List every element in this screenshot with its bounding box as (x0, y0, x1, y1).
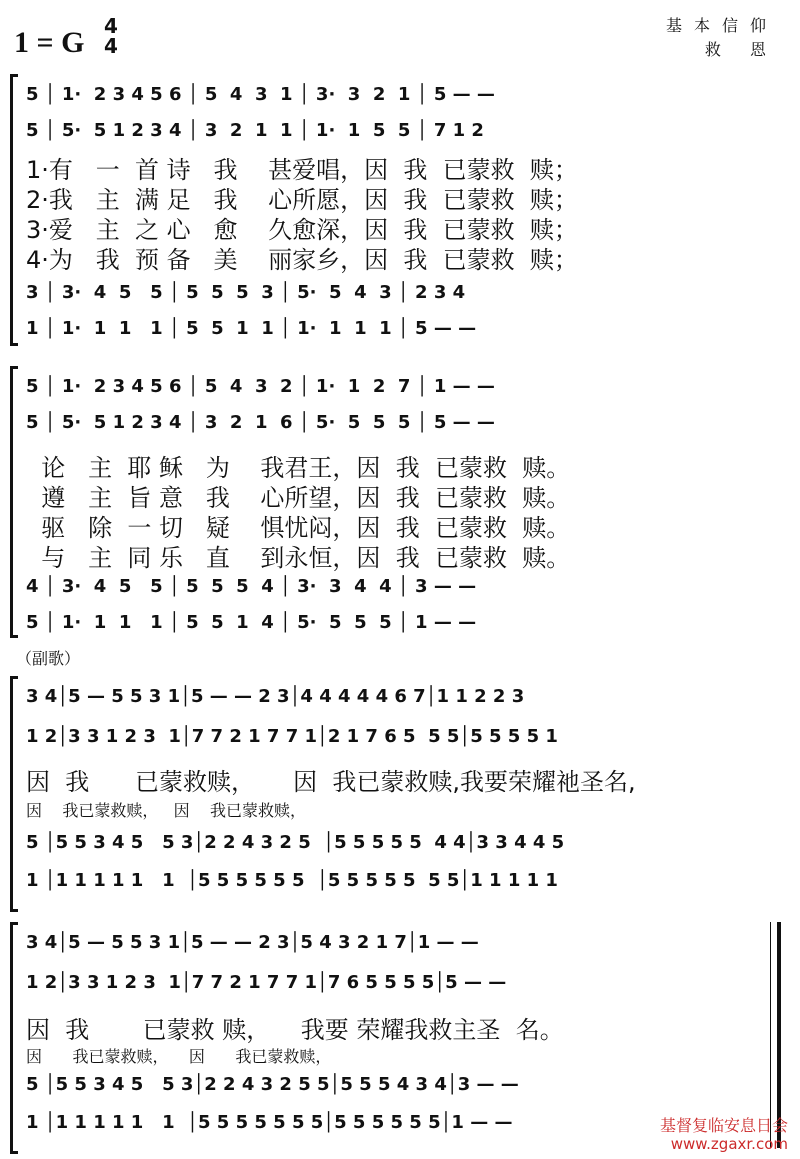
chorus-label: （副歌） (16, 649, 81, 668)
tenor-line: 3 │ 3· 4 5 5 │ 5 5 5 3 │ 5· 5 4 3 │ 2 3 4 (26, 282, 466, 303)
soprano-line: 3 4│5 — 5 5 3 1│5 — — 2 3│5 4 3 2 1 7│1 — — (26, 932, 479, 953)
watermark-url: www.zgaxr.com (670, 1135, 788, 1153)
tenor-line: 5 │5 5 3 4 5 5 3│2 2 4 3 2 5 │5 5 5 5 5 4 4│3 3 4 4 5 (26, 832, 565, 853)
key-signature: 1 = G (14, 26, 85, 59)
soprano-line: 3 4│5 — 5 5 3 1│5 — — 2 3│4 4 4 4 4 6 7│1 1 2 2 3 (26, 686, 525, 707)
soprano-line: 5 │ 1· 2 3 4 5 6 │ 5 4 3 2 │ 1· 1 2 7 │ 1 — — (26, 376, 495, 397)
final-barline (770, 922, 781, 1148)
system-brace (10, 676, 18, 912)
lyric-verse-1: 论 主 耶 稣 为 我君王，因 我 已蒙救 赎。 (26, 454, 571, 482)
time-signature (104, 16, 118, 56)
alto-line: 5 │ 5· 5 1 2 3 4 │ 3 2 1 1 │ 1· 1 5 5 │ 7 1 2 (26, 120, 484, 141)
system-brace (10, 74, 18, 346)
tune-name: 基本信仰 (665, 16, 778, 35)
system-brace (10, 922, 18, 1154)
verse-system-1 (0, 74, 800, 346)
lyric-verse-3: 3·爱 主 之 心 愈 久愈深，因 我 已蒙救 赎； (26, 216, 578, 244)
lyric-main: 因 我 已蒙救 赎， 我要 荣耀我救主圣 名。 (26, 1016, 564, 1044)
alto-line: 1 2│3 3 1 2 3 1│7 7 2 1 7 7 1│2 1 7 6 5 5 5│5 5 5 5 1 (26, 726, 558, 747)
lyric-verse-4: 4·为 我 预 备 美 丽家乡，因 我 已蒙救 赎； (26, 246, 578, 274)
tune-subtitle: 救 恩 (704, 40, 778, 59)
alto-line: 1 2│3 3 1 2 3 1│7 7 2 1 7 7 1│7 6 5 5 5 5│5 — — (26, 972, 507, 993)
meter-bottom: 4 (104, 34, 118, 58)
watermark (660, 1117, 788, 1153)
lyric-echo: 因 我已蒙救赎， 因 我已蒙救赎， (26, 801, 306, 820)
soprano-line: 5 │ 1· 2 3 4 5 6 │ 5 4 3 1 │ 3· 3 2 1 │ 5 — — (26, 84, 495, 105)
lyric-verse-4: 与 主 同 乐 直 到永恒，因 我 已蒙救 赎。 (26, 544, 571, 572)
bass-line: 1 │1 1 1 1 1 1 │5 5 5 5 5 5 5│5 5 5 5 5 5│1 — — (26, 1112, 513, 1133)
lyric-main: 因 我 已蒙救赎， 因 我已蒙救赎,我要荣耀祂圣名, (26, 768, 636, 796)
lyric-echo: 因 我已蒙救赎， 因 我已蒙救赎， (26, 1047, 332, 1066)
chorus-system-1 (0, 676, 800, 912)
lyric-verse-3: 驱 除 一 切 疑 惧忧闷，因 我 已蒙救 赎。 (26, 514, 571, 542)
alto-line: 5 │ 5· 5 1 2 3 4 │ 3 2 1 6 │ 5· 5 5 5 │ 5 — — (26, 412, 495, 433)
lyric-verse-1: 1·有 一 首 诗 我 甚爱唱，因 我 已蒙救 赎； (26, 156, 578, 184)
system-brace (10, 366, 18, 638)
verse-system-2 (0, 366, 800, 638)
watermark-text: 基督复临安息日会 (659, 1116, 788, 1135)
tenor-line: 5 │5 5 3 4 5 5 3│2 2 4 3 2 5 5│5 5 5 4 3 4│3 — — (26, 1074, 519, 1095)
lyric-verse-2: 遵 主 旨 意 我 心所望，因 我 已蒙救 赎。 (26, 484, 571, 512)
bass-line: 5 │ 1· 1 1 1 │ 5 5 1 4 │ 5· 5 5 5 │ 1 — — (26, 612, 477, 633)
bass-line: 1 │1 1 1 1 1 1 │5 5 5 5 5 5 │5 5 5 5 5 5 5│1 1 1 1 1 (26, 870, 558, 891)
bass-line: 1 │ 1· 1 1 1 │ 5 5 1 1 │ 1· 1 1 1 │ 5 — — (26, 318, 477, 339)
tenor-line: 4 │ 3· 4 5 5 │ 5 5 5 4 │ 3· 3 4 4 │ 3 — — (26, 576, 477, 597)
tune-info (666, 14, 778, 62)
meter-top: 4 (104, 14, 118, 38)
lyric-verse-2: 2·我 主 满 足 我 心所愿，因 我 已蒙救 赎； (26, 186, 578, 214)
